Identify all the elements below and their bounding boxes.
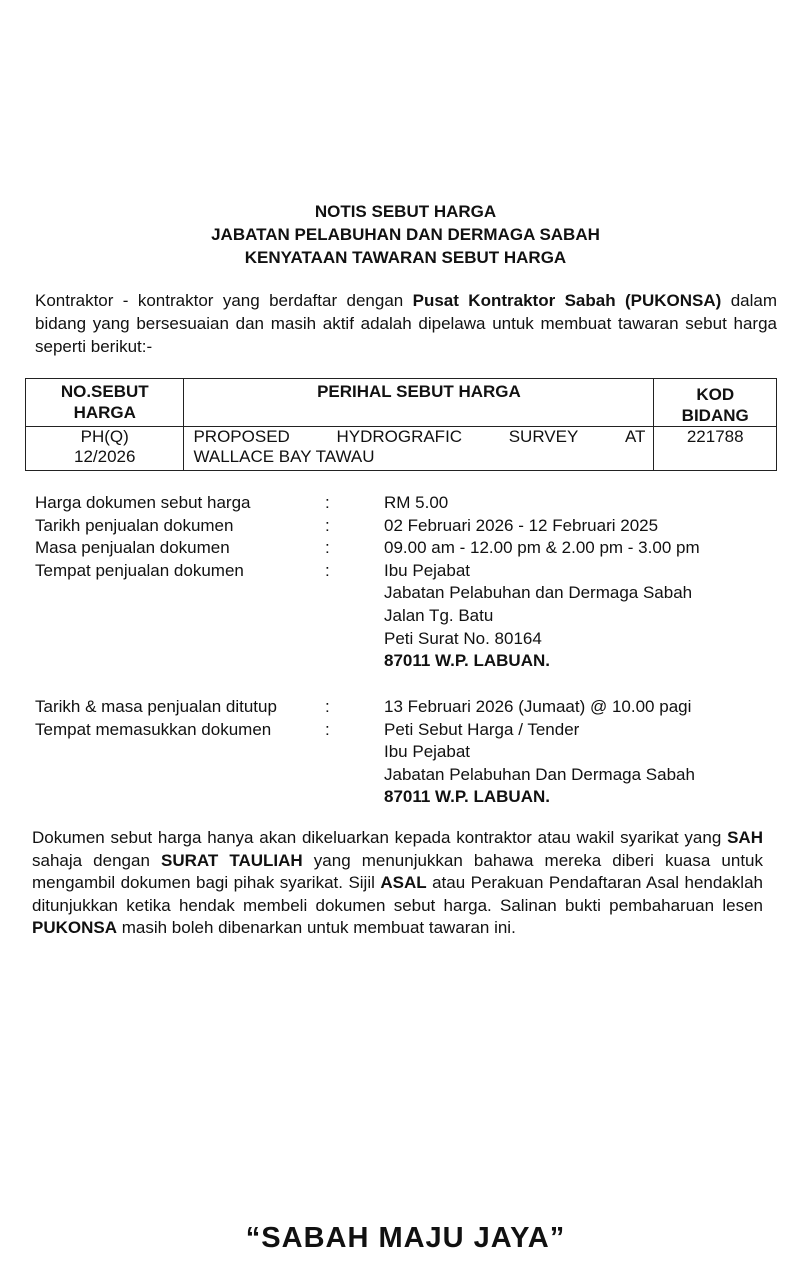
- detail-row-masa: [35, 537, 700, 560]
- notice-bold: SURAT TAULIAH: [160, 850, 303, 870]
- header-no-line1: NO.SEBUT: [60, 382, 149, 401]
- closing-details: [35, 696, 695, 809]
- perihal-word: SURVEY: [508, 427, 579, 446]
- title-line-1: NOTIS SEBUT HARGA: [314, 202, 497, 221]
- perihal-word: HYDROGRAFIC: [336, 427, 463, 446]
- detail-row-ditutup: [35, 696, 695, 719]
- detail-row-harga: [35, 492, 692, 515]
- detail-colon: :: [325, 697, 330, 716]
- address-postcode: 87011 W.P. LABUAN.: [384, 787, 550, 807]
- detail-label: Harga dokumen sebut harga: [35, 493, 251, 512]
- perihal-word: AT: [624, 427, 646, 446]
- header-perihal: [184, 379, 654, 427]
- header-perihal-text: PERIHAL SEBUT HARGA: [317, 382, 521, 401]
- detail-value: 02 Februari 2026 - 12 Februari 2025: [384, 515, 659, 535]
- cell-perihal: [184, 427, 654, 471]
- perihal-line-1: [193, 427, 645, 447]
- tender-table: [25, 378, 777, 471]
- notice-text: yang menunjukkan bahawa mereka diberi kuasa untuk mengambil dokumen bagi pihak syarikat. Sijil: [32, 850, 763, 892]
- detail-row-tarikh: [35, 515, 692, 538]
- cell-no-sebut-harga: [26, 427, 184, 471]
- detail-row-memasukkan: [35, 719, 695, 742]
- row-kod: 221788: [686, 427, 744, 446]
- address-postcode: 87011 W.P. LABUAN.: [384, 651, 550, 671]
- detail-value: 13 Februari 2026 (Jumaat) @ 10.00 pagi: [384, 697, 692, 716]
- detail-label: Tempat penjualan dokumen: [35, 560, 244, 580]
- notice-title-block: [0, 200, 811, 269]
- title-line-3: KENYATAAN TAWARAN SEBUT HARGA: [244, 248, 567, 267]
- address-line: Ibu Pejabat: [384, 742, 471, 762]
- notice-text: masih boleh dibenarkan untuk membuat tawaran ini.: [117, 918, 516, 937]
- detail-colon: :: [325, 560, 330, 580]
- notice-text: atau Perakuan Pendaftaran Asal hendaklah ditunjukkan ketika hendak membeli dokumen sebut harga. Salinan bukti pembaharuan lesen: [32, 873, 763, 915]
- detail-colon: :: [325, 493, 330, 512]
- notice-text: Dokumen sebut harga hanya akan dikeluarkan kepada kontraktor atau wakil syarikat yang: [32, 828, 728, 847]
- intro-paragraph: [35, 289, 777, 358]
- detail-colon: :: [325, 719, 330, 739]
- perihal-word: PROPOSED: [193, 427, 290, 446]
- header-kod-line1: KOD: [696, 385, 735, 404]
- header-no-line2: HARGA: [73, 403, 136, 422]
- table-header-row: [26, 379, 777, 427]
- table-row: [26, 427, 777, 471]
- detail-value: Ibu Pejabat: [384, 560, 471, 580]
- intro-org-name: Pusat Kontraktor Sabah (PUKONSA): [412, 291, 722, 310]
- detail-value: RM 5.00: [384, 493, 449, 512]
- detail-label: Tarikh penjualan dokumen: [35, 515, 234, 535]
- detail-value: 09.00 am - 12.00 pm & 2.00 pm - 3.00 pm: [384, 538, 700, 558]
- header-kod-bidang: [654, 379, 777, 427]
- perihal-line-2: WALLACE BAY TAWAU: [193, 447, 375, 466]
- detail-row-tempat: [35, 560, 692, 583]
- detail-label: Tempat memasukkan dokumen: [35, 719, 272, 739]
- motto: “SABAH MAJU JAYA”: [245, 1222, 566, 1254]
- address-line: Jalan Tg. Batu: [384, 605, 494, 625]
- address-line: Peti Surat No. 80164: [384, 628, 542, 648]
- address-line: Jabatan Pelabuhan Dan Dermaga Sabah: [384, 764, 695, 784]
- detail-colon: :: [325, 515, 330, 535]
- notice-bold: PUKONSA: [32, 918, 118, 937]
- row-no-line1: PH(Q): [80, 427, 129, 446]
- notice-bold: SAH: [727, 828, 763, 847]
- notice-text: sahaja dengan: [32, 850, 161, 870]
- intro-text-after: dalam bidang yang bersesuaian dan masih aktif adalah dipelawa untuk membuat tawaran sebut harga seperti berikut:-: [35, 291, 777, 356]
- detail-colon: :: [325, 538, 330, 558]
- notice-bold: ASAL: [380, 873, 427, 892]
- sale-details: [35, 492, 700, 673]
- detail-label: Masa penjualan dokumen: [35, 538, 230, 558]
- detail-value: Peti Sebut Harga / Tender: [384, 719, 580, 739]
- intro-text-before: Kontraktor - kontraktor yang berdaftar dengan: [35, 291, 413, 310]
- detail-label: Tarikh & masa penjualan ditutup: [35, 697, 277, 716]
- address-line: Jabatan Pelabuhan dan Dermaga Sabah: [384, 583, 693, 603]
- header-kod-line2: BIDANG: [681, 406, 749, 425]
- notice-paragraph: [32, 827, 763, 940]
- cell-kod-bidang: [654, 427, 777, 471]
- title-line-2: JABATAN PELABUHAN DAN DERMAGA SABAH: [211, 225, 600, 244]
- row-no-line2: 12/2026: [74, 447, 136, 466]
- header-no-sebut-harga: [26, 379, 184, 427]
